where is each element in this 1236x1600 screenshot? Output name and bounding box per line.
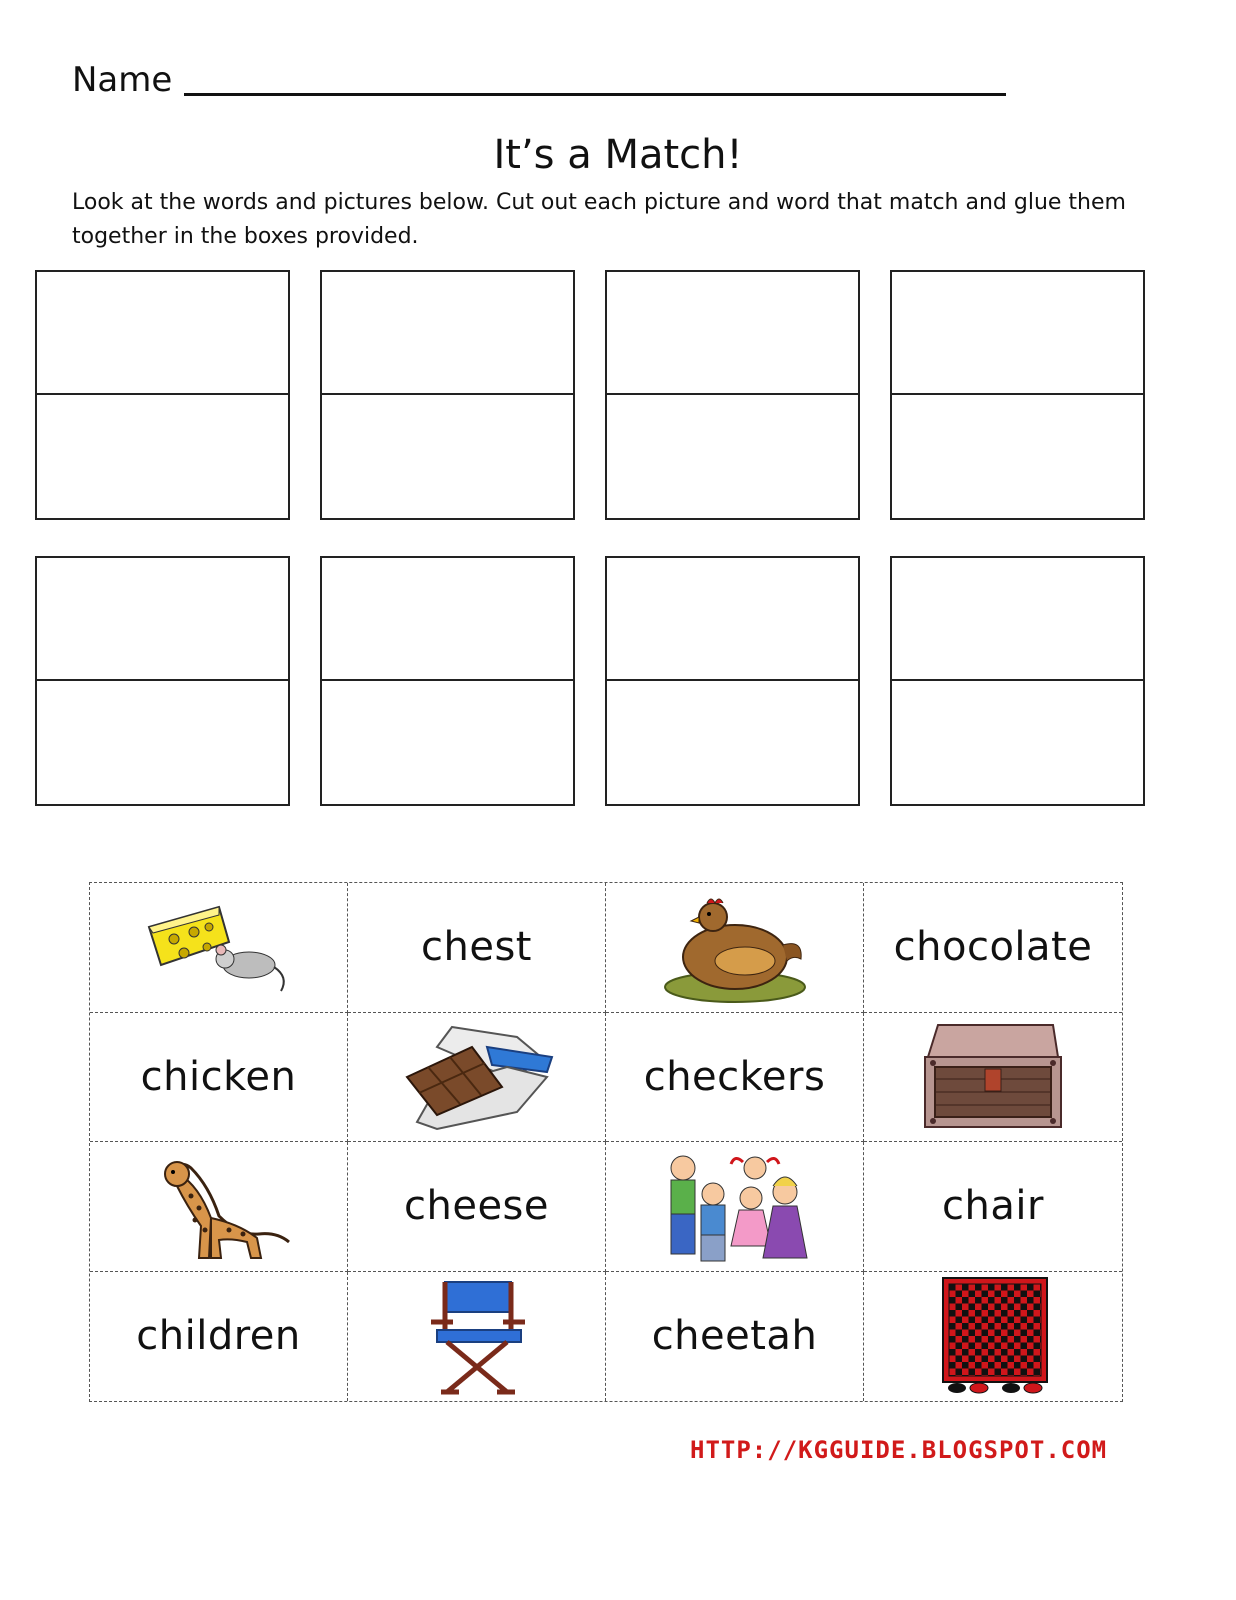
name-label: Name xyxy=(72,60,173,100)
card-word[interactable] xyxy=(348,883,606,1013)
worksheet-title: It’s a Match! xyxy=(493,132,743,178)
glue-box xyxy=(605,270,860,520)
glue-box xyxy=(320,556,575,806)
card-word-text: chocolate xyxy=(893,924,1093,971)
children-icon xyxy=(655,1146,815,1266)
card-picture[interactable] xyxy=(90,1142,348,1272)
instructions-text: Look at the words and pictures below. Cut out each picture and word that match and glue them together in the boxes provided. xyxy=(72,190,1126,249)
cheetah-icon xyxy=(139,1146,299,1266)
glue-box xyxy=(890,556,1145,806)
card-picture[interactable] xyxy=(348,1013,606,1143)
glue-box-word-slot xyxy=(37,681,288,804)
card-word-text: chair xyxy=(942,1183,1044,1230)
card-word[interactable] xyxy=(90,1272,348,1402)
hen-on-nest-icon xyxy=(655,887,815,1007)
card-picture[interactable] xyxy=(606,1142,864,1272)
glue-box xyxy=(605,556,860,806)
glue-box xyxy=(320,270,575,520)
chocolate-bar-icon xyxy=(397,1017,557,1137)
card-word-text: cheese xyxy=(403,1183,549,1230)
card-word[interactable] xyxy=(606,1013,864,1143)
card-word-text: chicken xyxy=(140,1053,297,1100)
card-picture[interactable] xyxy=(864,1013,1122,1143)
glue-box-word-slot xyxy=(322,395,573,518)
glue-box xyxy=(890,270,1145,520)
glue-box-picture-slot xyxy=(607,558,858,681)
card-picture[interactable] xyxy=(348,1272,606,1402)
glue-box-picture-slot xyxy=(37,558,288,681)
glue-box-word-slot xyxy=(37,395,288,518)
glue-box-picture-slot xyxy=(322,272,573,395)
glue-box-word-slot xyxy=(322,681,573,804)
glue-box xyxy=(35,270,290,520)
card-picture[interactable] xyxy=(864,1272,1122,1402)
cheese-and-mouse-icon xyxy=(139,887,299,1007)
director-chair-icon xyxy=(397,1276,557,1396)
treasure-chest-icon xyxy=(913,1017,1073,1137)
glue-box-picture-slot xyxy=(892,558,1143,681)
glue-box-picture-slot xyxy=(892,272,1143,395)
glue-box-word-slot xyxy=(607,395,858,518)
card-word[interactable] xyxy=(348,1142,606,1272)
glue-box xyxy=(35,556,290,806)
card-word[interactable] xyxy=(864,883,1122,1013)
glue-box-picture-slot xyxy=(322,558,573,681)
glue-box-picture-slot xyxy=(37,272,288,395)
cutout-grid xyxy=(89,882,1123,1402)
card-word-text: checkers xyxy=(643,1053,826,1100)
glue-box-word-slot xyxy=(892,395,1143,518)
footer-url[interactable]: HTTP://KGGUIDE.BLOGSPOT.COM xyxy=(690,1436,1108,1464)
card-word-text: cheetah xyxy=(651,1313,818,1360)
card-word[interactable] xyxy=(864,1142,1122,1272)
name-field xyxy=(72,60,1006,100)
card-word[interactable] xyxy=(606,1272,864,1402)
card-word-text: children xyxy=(136,1313,301,1360)
glue-box-word-slot xyxy=(892,681,1143,804)
card-picture[interactable] xyxy=(90,883,348,1013)
glue-box-word-slot xyxy=(607,681,858,804)
glue-box-picture-slot xyxy=(607,272,858,395)
card-word[interactable] xyxy=(90,1013,348,1143)
card-picture[interactable] xyxy=(606,883,864,1013)
name-line[interactable] xyxy=(184,93,1006,96)
card-word-text: chest xyxy=(421,924,532,971)
checkerboard-icon xyxy=(913,1276,1073,1396)
